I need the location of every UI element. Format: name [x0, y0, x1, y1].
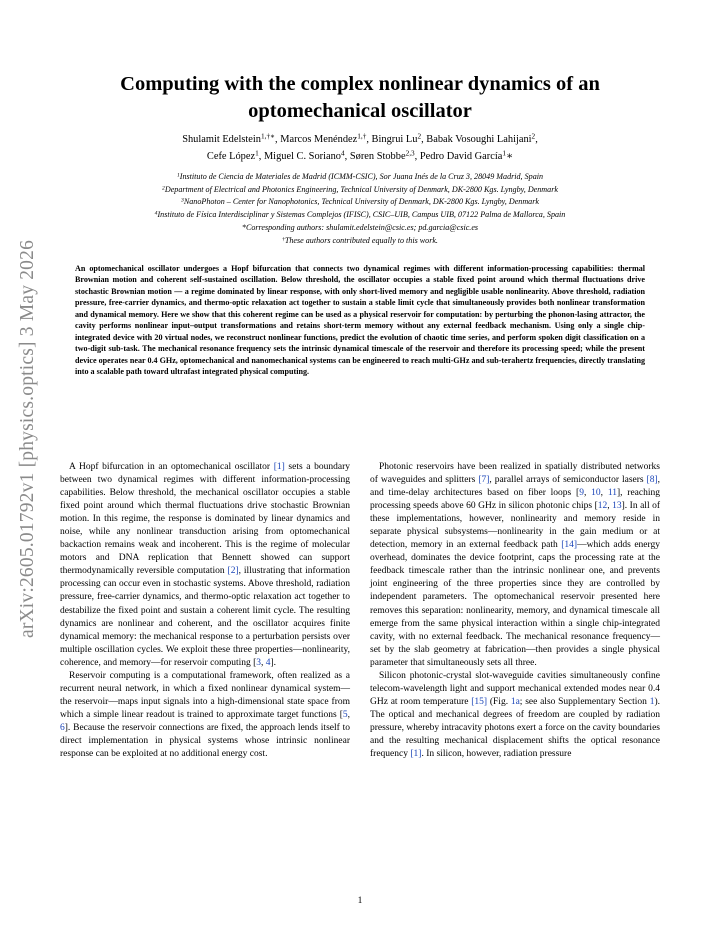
- citation-link[interactable]: 9: [579, 488, 584, 499]
- paragraph-hopf-bifurcation: [60, 461, 350, 670]
- citation-link[interactable]: 3: [256, 657, 262, 668]
- text-run: Photonic reservoirs have been realized in spatially distributed networks of waveguides and splitters: [370, 462, 660, 486]
- body-column-left: [60, 461, 350, 761]
- citation-link[interactable]: 13: [612, 501, 622, 512]
- text-run: , parallel arrays of semiconductor lasers: [489, 475, 647, 486]
- text-run: . In silicon, however, radiation pressure: [421, 749, 572, 760]
- citation-link[interactable]: 10: [591, 488, 601, 499]
- text-run: ].: [270, 657, 277, 668]
- paragraph-silicon-cavities: [370, 670, 660, 761]
- author-line-2: Cefe López$^1$, Miguel C. Soriano$^4$, Søren Stobbe$^{2,3}$, Pedro David García$^1$∗: [206, 149, 514, 162]
- text-run: , illustrating that information processing can occur even in stochastic systems. Above threshold, radiation pressure, free-carrier dynamics, and thermo-optic relaxation act together to destabilize the fixed point and sustain a coherent limit cycle. The resulting dynamics are nonlinear and coherent, and the oscillator acquires finite dynamical memory: the mechanical response to a perturbation persists over multiple oscillation cycles. We exploit these three properties—nonlinearity, coherence, and memory—for reservoir computing [: [60, 566, 350, 668]
- page-number: 1: [357, 896, 363, 906]
- text-run: ]. In all of these implementations, however, nonlinearity and memory reside in separate physical subsystems—nonlinearity in the gain medium or at detection, memory in an external feedback path: [370, 501, 660, 551]
- affiliations: [60, 171, 660, 247]
- author-line-1: Shulamit Edelstein$^{1,\dagger∗}$, Marcos Menéndez$^{1,\dagger}$, Bingrui Lu$^2$, Babak Vosoughi Lahijani$^2$,: [182, 132, 538, 145]
- text-run: Reservoir computing is a computational framework, often realized as a recurrent neural network, in which a fixed nonlinear dynamical system—the reservoir—maps input signals into a high-dimensional state space from which a simple linear readout is trained to approximate target functions [: [60, 670, 350, 720]
- body-column-right: [370, 461, 660, 761]
- text-run: ,: [583, 488, 592, 499]
- affiliation-line: $^4$Instituto de Física Interdisciplinar y Sistemas Complejos (IFISC), CSIC–UIB, Campus UIB, 07122 Palma de Mallorca, Spain: [154, 210, 566, 220]
- citation-link[interactable]: [1]: [273, 462, 285, 472]
- text-run: ,: [607, 501, 613, 512]
- text-run: , and time-delay architectures based on fiber loops [: [370, 475, 660, 499]
- corresponding-authors-note: *Corresponding authors: shulamit.edelstein@csic.es; pd.garcia@csic.es: [241, 222, 479, 232]
- affiliation-line: $^2$Department of Electrical and Photonics Engineering, Technical University of Denmark, DK-2800 Kgs. Lyngby, Denmark: [162, 184, 558, 194]
- text-run: ,: [600, 488, 608, 499]
- equal-contribution-note: †These authors contributed equally to this work.: [282, 235, 438, 245]
- citation-link[interactable]: [7]: [478, 475, 490, 486]
- abstract: An optomechanical oscillator undergoes a Hopf bifurcation that connects two dynamical regimes with different information-processing capabilities: thermal Brownian motion and coherent self-sustained oscillation. Below threshold, the oscillator occupies a stable fixed point around which thermal fluctuations drive stochastic Brownian motion — a regime dominated by linear response, with only short-lived memory and negligible usable nonlinearity. Above threshold, radiation pressure, free-carrier dynamics, and thermo-optic relaxation act together to sustain a stable limit cycle that simultaneously provides both nonlinear transformation and dynamical memory. Here we show that this coherent regime can be used as a physical reservoir for computation: by perturbing the phonon-lasing attractor, the cavity performs nonlinear input–output transformations and retains short-term memory without any external feedback mechanism. Using only a single chip-integrated device with 20 virtual nodes, we reconstruct nonlinear functions, predict the evolution of chaotic time series, and perform spoken digit classification on a two-digit sub-task. The mechanical resonance frequency sets the intrinsic dynamical timescale of the reservoir and therefore its processing speed; while the present device operates near 0.4 GHz, optomechanical and nanomechanical systems can be engineered to reach multi-GHz and sub-terahertz frequencies, directly translating into a scalable path toward ultrafast integrated physical computing.: [75, 264, 645, 377]
- paragraph-photonic-reservoirs: [370, 461, 660, 670]
- author-list: [60, 131, 660, 165]
- text-run: ; see also Supplementary Section: [519, 696, 650, 707]
- text-run: ,: [347, 709, 350, 720]
- text-run: (Fig.: [487, 696, 511, 707]
- text-run: —which adds energy overhead, dominates the device footprint, caps the processing rate at the feedback timescale rather than the intrinsic nonlinear one, and prevents joint engineering of the three properties since they are controlled by independent parameters. The optomechanical reservoir presented here removes this separation: nonlinearity, memory, and dynamical timescale all emerge from the same physical interaction within a single chip-integrated cavity, with no external feedback. The mechanical resonance frequency—set by the slab geometry at fabrication—then provides a single physical parameter that simultaneously sets all three.: [370, 540, 660, 668]
- text-run: ). The optical and mechanical degrees of freedom are coupled by radiation pressure, whereby intracavity photons exert a force on the cavity boundaries and the resulting mechanical displacement shifts the optical resonance frequency: [370, 696, 660, 760]
- citation-link[interactable]: 1: [649, 696, 655, 707]
- arxiv-identifier-stamp: [8, 219, 48, 659]
- paragraph-reservoir-computing: [60, 670, 350, 761]
- citation-link[interactable]: 5: [342, 709, 348, 720]
- citation-link[interactable]: [8]: [646, 475, 658, 486]
- citation-link[interactable]: [15]: [471, 696, 488, 707]
- citation-link[interactable]: 11: [607, 488, 617, 499]
- citation-link[interactable]: [1]: [410, 749, 422, 760]
- affiliation-line: $^1$Instituto de Ciencia de Materiales de Madrid (ICMM-CSIC), Sor Juana Inés de la Cruz 3, 28049 Madrid, Spain: [176, 172, 544, 181]
- citation-link[interactable]: [2]: [227, 566, 239, 577]
- text-run: sets a boundary between two dynamical regimes with different information-processing capabilities. Below threshold, the mechanical oscillator occupies a stable fixed point around which thermal fluctuations drive stochastic Brownian motion. In this regime, the response is dominated by linear dynamics and noise, while any nonlinear transduction arising from optomechanical backaction remains weak and incoherent. This is the regime of molecular motors and DNA replication that Bennett showed can support thermodynamically reversible computation: [60, 462, 350, 577]
- paper-title: Computing with the complex nonlinear dynamics of an optomechanical oscillator: [120, 73, 600, 122]
- text-run: A Hopf bifurcation in an optomechanical oscillator: [69, 462, 274, 472]
- citation-link[interactable]: [14]: [561, 540, 578, 551]
- text-run: ]. Because the reservoir connections are fixed, the approach lends itself to direct implementation in physical systems whose intrinsic nonlinear response can be exploited at no additional energy cost.: [60, 722, 350, 760]
- arxiv-stamp-text: arXiv:2605.01792v1 [physics.optics] 3 May 2026: [17, 239, 38, 639]
- text-run: ], reaching processing speeds above 60 GHz in silicon photonic chips [: [370, 488, 661, 512]
- citation-link[interactable]: 4: [265, 657, 271, 668]
- text-run: ,: [261, 657, 266, 668]
- citation-link[interactable]: 6: [60, 722, 65, 733]
- text-run: Silicon photonic-crystal slot-waveguide cavities simultaneously confine telecom-wavelength light and support mechanical extended modes near 0.4 GHz at room temperature: [370, 670, 660, 707]
- citation-link[interactable]: 1a: [510, 696, 520, 707]
- affiliation-line: $^3$NanoPhoton – Center for Nanophotonics, Technical University of Denmark, DK-2800 Kgs. Lyngby, Denmark: [181, 197, 539, 207]
- citation-link[interactable]: 12: [597, 501, 608, 512]
